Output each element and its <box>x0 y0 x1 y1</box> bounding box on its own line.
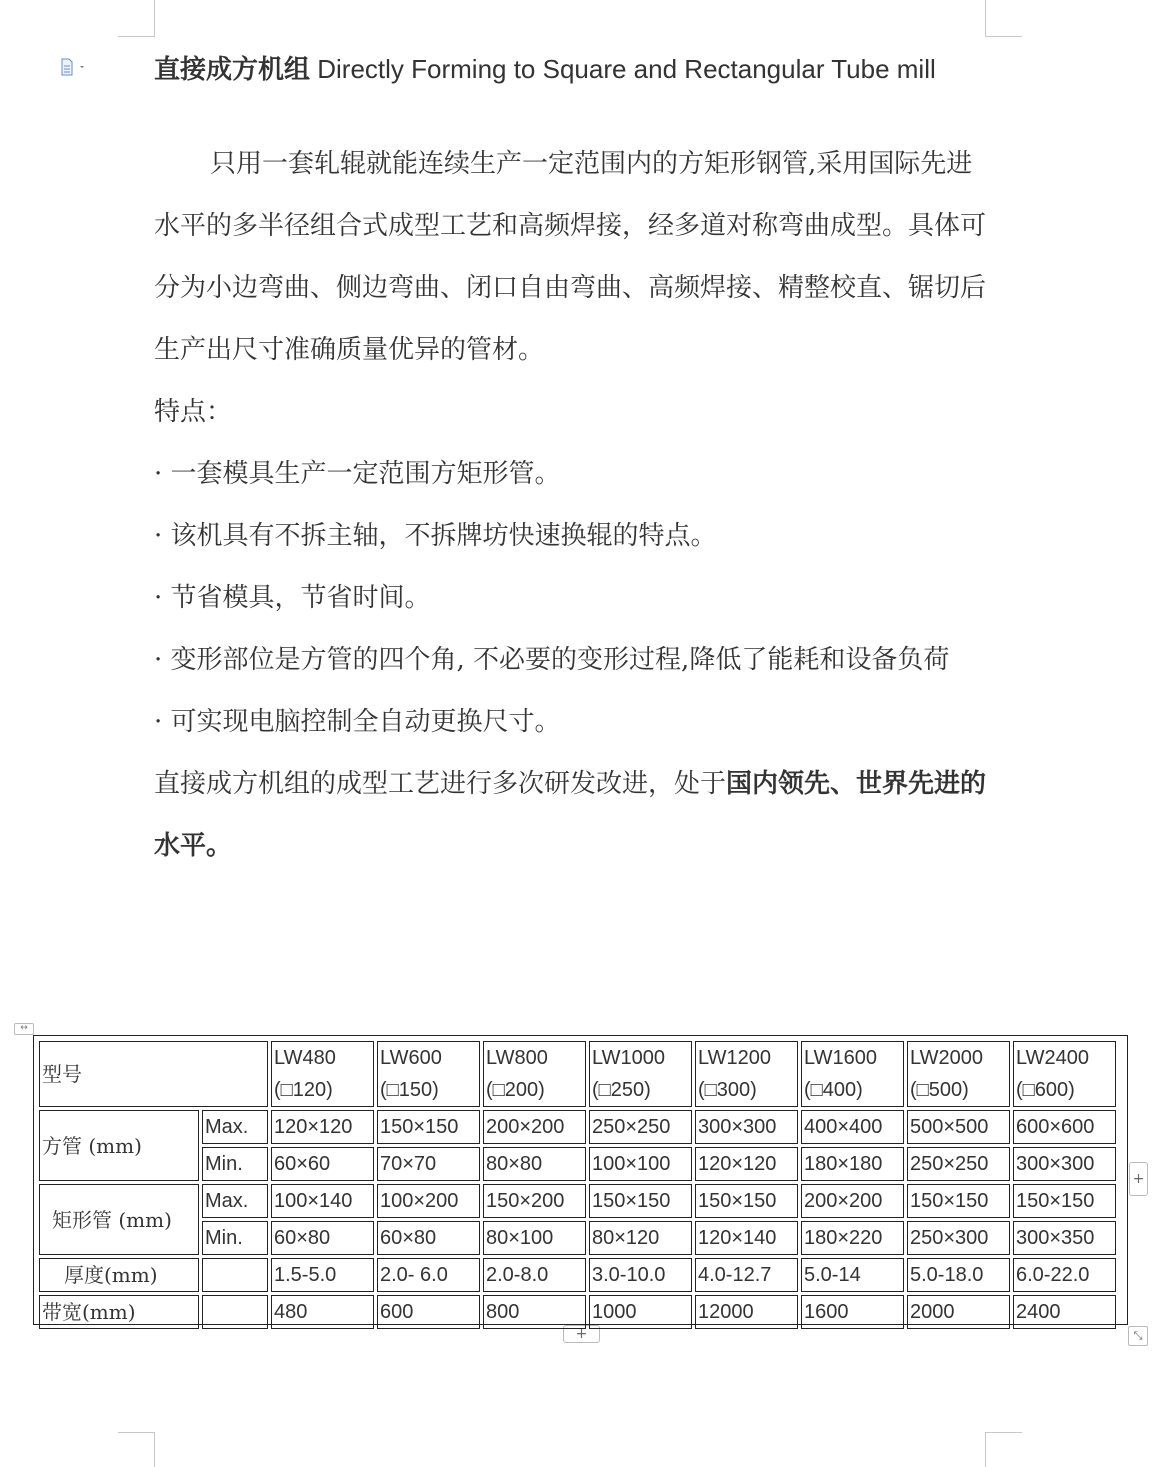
model-cell[interactable] <box>695 1041 798 1107</box>
max-label[interactable]: Max. <box>202 1110 268 1144</box>
table-cell[interactable]: 150×150 <box>695 1184 798 1218</box>
table-cell[interactable]: 3.0-10.0 <box>589 1258 692 1292</box>
min-label[interactable]: Min. <box>202 1221 268 1255</box>
model-spec: (□200) <box>486 1079 545 1101</box>
table-cell[interactable]: 80×100 <box>483 1221 586 1255</box>
model-spec: (□500) <box>910 1079 969 1101</box>
table-cell[interactable]: 600 <box>377 1295 480 1329</box>
table-cell[interactable]: 300×300 <box>695 1110 798 1144</box>
add-column-button[interactable]: + <box>1129 1162 1148 1196</box>
add-row-button[interactable]: + <box>563 1325 600 1343</box>
table-row <box>39 1147 1116 1181</box>
table-cell[interactable]: 150×150 <box>589 1184 692 1218</box>
spec-table <box>36 1038 1119 1332</box>
strip-width-label[interactable]: 带宽(mm) <box>39 1295 199 1329</box>
model-name: LW1000 <box>592 1047 666 1069</box>
table-cell[interactable]: 1000 <box>589 1295 692 1329</box>
spec-table-frame <box>33 1035 1128 1325</box>
model-spec: (□120) <box>274 1079 333 1101</box>
model-name: LW2000 <box>910 1047 984 1069</box>
model-name: LW1200 <box>698 1047 772 1069</box>
closing-paragraph <box>154 753 989 877</box>
model-name: LW480 <box>274 1047 336 1069</box>
table-cell[interactable]: 80×120 <box>589 1221 692 1255</box>
table-row <box>39 1295 1116 1329</box>
table-row <box>39 1110 1116 1144</box>
table-cell[interactable]: 120×120 <box>271 1110 374 1144</box>
table-cell[interactable]: 4.0-12.7 <box>695 1258 798 1292</box>
table-cell[interactable]: 480 <box>271 1295 374 1329</box>
table-move-handle[interactable]: ↔ <box>14 1023 34 1035</box>
intro-paragraph: 只用一套轧辊就能连续生产一定范围内的方矩形钢管,采用国际先进水平的多半径组合式成型工艺和高频焊接，经多道对称弯曲成型。具体可分为小边弯曲、侧边弯曲、闭口自由弯曲、高频焊接、精整校直、锯切后生产出尺寸准确质量优异的管材。 <box>154 149 987 365</box>
closing-bold-text: 国内领先、世界先进的水平。 <box>154 769 987 861</box>
model-name: LW800 <box>486 1047 548 1069</box>
model-spec: (□400) <box>804 1079 863 1101</box>
table-cell[interactable]: 60×80 <box>271 1221 374 1255</box>
table-cell[interactable]: 6.0-22.0 <box>1013 1258 1116 1292</box>
model-cell[interactable] <box>589 1041 692 1107</box>
model-cell[interactable] <box>1013 1041 1116 1107</box>
table-cell[interactable]: 2.0-8.0 <box>483 1258 586 1292</box>
table-cell[interactable]: 100×140 <box>271 1184 374 1218</box>
model-spec: (□150) <box>380 1079 439 1101</box>
model-cell[interactable] <box>377 1041 480 1107</box>
table-cell[interactable]: 2.0- 6.0 <box>377 1258 480 1292</box>
table-cell[interactable]: 300×300 <box>1013 1147 1116 1181</box>
features-heading: 特点： <box>154 397 233 427</box>
table-cell[interactable]: 500×500 <box>907 1110 1010 1144</box>
table-cell[interactable]: 2000 <box>907 1295 1010 1329</box>
table-cell[interactable]: 120×140 <box>695 1221 798 1255</box>
model-cell[interactable] <box>907 1041 1010 1107</box>
model-spec: (□300) <box>698 1079 757 1101</box>
table-cell[interactable]: 5.0-14 <box>801 1258 904 1292</box>
title-en: Directly Forming to Square and Rectangular Tube mill <box>310 54 936 84</box>
table-cell[interactable]: 60×60 <box>271 1147 374 1181</box>
empty-cell[interactable] <box>202 1295 268 1329</box>
table-cell[interactable]: 100×100 <box>589 1147 692 1181</box>
document-icon[interactable] <box>60 58 90 76</box>
crop-mark-top-left <box>118 0 155 37</box>
table-cell[interactable]: 600×600 <box>1013 1110 1116 1144</box>
table-cell[interactable]: 250×250 <box>907 1147 1010 1181</box>
closing-text: 直接成方机组的成型工艺进行多次研发改进，处于 <box>154 769 727 799</box>
model-name: LW2400 <box>1016 1047 1090 1069</box>
table-row <box>39 1221 1116 1255</box>
model-name: LW600 <box>380 1047 442 1069</box>
table-cell[interactable]: 400×400 <box>801 1110 904 1144</box>
max-label[interactable]: Max. <box>202 1184 268 1218</box>
table-cell[interactable]: 120×120 <box>695 1147 798 1181</box>
crop-mark-bottom-right <box>985 1432 1022 1467</box>
table-row <box>39 1258 1116 1292</box>
crop-mark-top-right <box>985 0 1022 37</box>
model-cell[interactable] <box>271 1041 374 1107</box>
table-cell[interactable]: 1600 <box>801 1295 904 1329</box>
table-cell[interactable]: 200×200 <box>483 1110 586 1144</box>
feature-item: · 变形部位是方管的四个角, 不必要的变形过程,降低了能耗和设备负荷 <box>154 645 950 675</box>
min-label[interactable]: Min. <box>202 1147 268 1181</box>
table-resize-handle[interactable]: ⤡ <box>1128 1326 1148 1346</box>
table-cell[interactable]: 250×300 <box>907 1221 1010 1255</box>
feature-item: · 一套模具生产一定范围方矩形管。 <box>154 459 561 489</box>
document-body <box>154 38 989 877</box>
table-cell[interactable]: 80×80 <box>483 1147 586 1181</box>
empty-cell[interactable] <box>202 1258 268 1292</box>
table-cell[interactable]: 2400 <box>1013 1295 1116 1329</box>
table-cell[interactable]: 60×80 <box>377 1221 480 1255</box>
title-cn: 直接成方机组 <box>154 55 311 85</box>
table-cell[interactable]: 100×200 <box>377 1184 480 1218</box>
table-cell[interactable]: 1.5-5.0 <box>271 1258 374 1292</box>
model-spec: (□250) <box>592 1079 651 1101</box>
table-cell[interactable]: 70×70 <box>377 1147 480 1181</box>
table-cell[interactable]: 5.0-18.0 <box>907 1258 1010 1292</box>
table-cell[interactable]: 300×350 <box>1013 1221 1116 1255</box>
table-cell[interactable]: 250×250 <box>589 1110 692 1144</box>
table-cell[interactable]: 180×220 <box>801 1221 904 1255</box>
table-row <box>39 1041 1116 1107</box>
table-cell[interactable]: 800 <box>483 1295 586 1329</box>
model-header-cell[interactable]: 型号 <box>39 1041 268 1107</box>
model-cell[interactable] <box>801 1041 904 1107</box>
rect-tube-label[interactable]: 矩形管 (mm) <box>39 1184 199 1255</box>
table-cell[interactable]: 150×200 <box>483 1184 586 1218</box>
crop-mark-bottom-left <box>118 1432 155 1467</box>
table-row <box>39 1184 1116 1218</box>
feature-item: · 节省模具，节省时间。 <box>154 583 431 613</box>
table-cell[interactable]: 200×200 <box>801 1184 904 1218</box>
table-cell[interactable]: 180×180 <box>801 1147 904 1181</box>
square-tube-label[interactable]: 方管 (mm) <box>39 1110 199 1181</box>
feature-item: · 该机具有不拆主轴，不拆牌坊快速换辊的特点。 <box>154 521 717 551</box>
model-spec: (□600) <box>1016 1079 1075 1101</box>
model-name: LW1600 <box>804 1047 878 1069</box>
model-cell[interactable] <box>483 1041 586 1107</box>
table-cell[interactable]: 150×150 <box>1013 1184 1116 1218</box>
table-cell[interactable]: 12000 <box>695 1295 798 1329</box>
thickness-label[interactable]: 厚度(mm) <box>39 1258 199 1292</box>
feature-item: · 可实现电脑控制全自动更换尺寸。 <box>154 707 561 737</box>
table-cell[interactable]: 150×150 <box>907 1184 1010 1218</box>
document-title <box>154 38 989 101</box>
table-cell[interactable]: 150×150 <box>377 1110 480 1144</box>
